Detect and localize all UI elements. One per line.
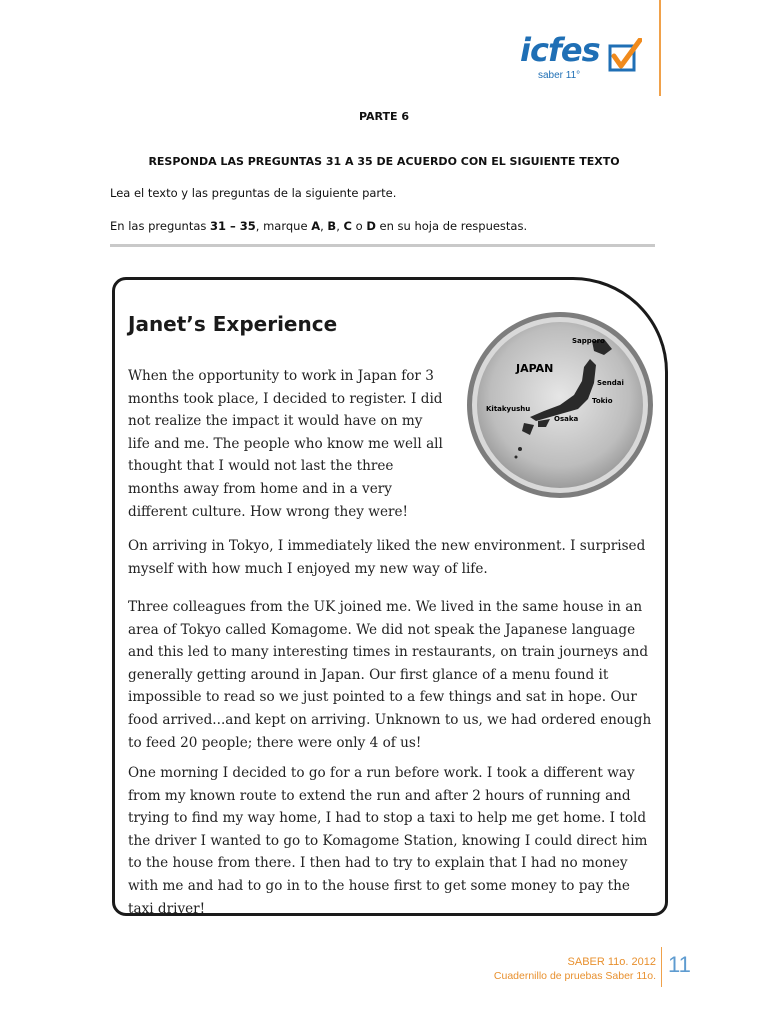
section-divider bbox=[110, 244, 655, 247]
map-city-sapporo: Sapporo bbox=[572, 337, 605, 345]
map-city-osaka: Osaka bbox=[554, 415, 579, 423]
header-accent-line bbox=[659, 0, 661, 96]
article-paragraph-3: Three colleagues from the UK joined me. We lived in the same house in an area of Tokyo called Komagome. We did not speak the Japanese language and this led to many interesting times in restaurants, on train journeys and generally getting around in Japan. Our first glance of a menu found it impossible to read so we just pointed to a few things and sat in hope. Our food arrived...and kept on arriving. Unknown to us, we had ordered enough to feed 20 people; there were only 4 of us! bbox=[128, 599, 652, 751]
footer-exam-name: SABER 11o. 2012 bbox=[567, 956, 656, 968]
japan-map-illustration bbox=[464, 309, 656, 501]
article-title: Janet’s Experience bbox=[128, 312, 338, 336]
article-paragraph-2: On arriving in Tokyo, I immediately liked the new environment. I surprised myself with how much I enjoyed my new way of life. bbox=[128, 538, 646, 577]
icfes-logo bbox=[520, 30, 650, 86]
logo-subtitle: saber 11° bbox=[538, 70, 581, 81]
page-number: 11 bbox=[668, 952, 691, 977]
map-city-sendai: Sendai bbox=[597, 379, 624, 387]
instruction-line-2: En las preguntas 31 – 35, marque A, B, C o D en su hoja de respuestas. bbox=[110, 219, 528, 233]
footer-booklet-name: Cuadernillo de pruebas Saber 11o. bbox=[493, 970, 656, 982]
map-country-label: JAPAN bbox=[516, 362, 554, 375]
logo-word: icfes bbox=[520, 31, 600, 69]
footer-accent-line bbox=[661, 947, 662, 987]
article-paragraph-1: When the opportunity to work in Japan for 3 months took place, I decided to register. I did not realize the impact it would have on my life and me. The people who know me well all thought that I would not last the three months away from home and in a very different culture. How wrong they were! bbox=[128, 368, 443, 520]
article-paragraph-4: One morning I decided to go for a run before work. I took a different way from my known route to extend the run and after 2 hours of running and trying to find my way home, I had to stop a taxi to help me get home. I told the driver I wanted to go to Komagome Station, knowing I could direct him to the house from there. I then had to try to explain that I had no money with me and had to go in to the house first to get some money to pay the taxi driver! bbox=[128, 765, 648, 917]
instruction-title: RESPONDA LAS PREGUNTAS 31 A 35 DE ACUERDO CON EL SIGUIENTE TEXTO bbox=[148, 155, 620, 168]
instruction-line-1: Lea el texto y las preguntas de la siguiente parte. bbox=[110, 186, 397, 200]
map-city-kitakyushu: Kitakyushu bbox=[486, 405, 531, 413]
checkmark-icon bbox=[606, 38, 642, 74]
part-heading: PARTE 6 bbox=[358, 110, 410, 123]
map-city-tokio: Tokio bbox=[592, 397, 613, 405]
